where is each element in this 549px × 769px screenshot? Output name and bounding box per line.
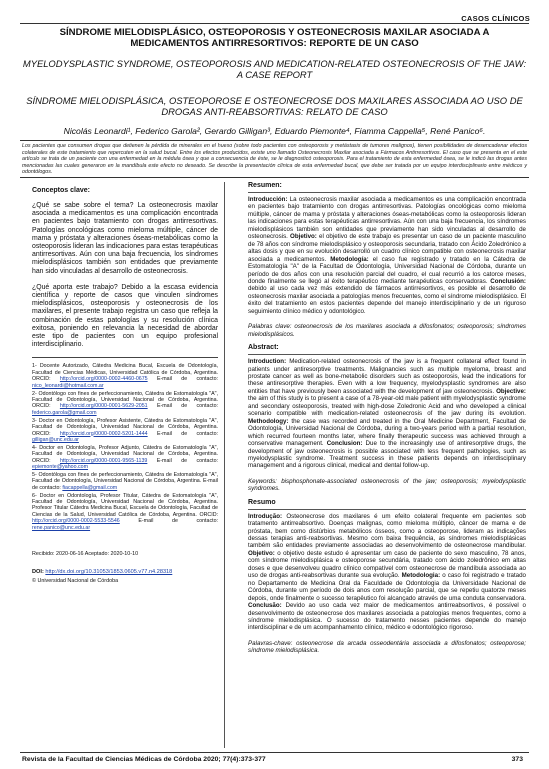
key-concept-known: ¿Qué se sabe sobre el tema? La osteonecrosis maxilar asociada a medicamentos es una complicación encontrada en pacientes bajo tratamiento con drogas antirresortivas. Patologías oncológicas como mieloma múltiple, cáncer de mama y próstata y alteraciones óseas-metabólicas como la osteoporosis lideran las indicaciones para estas terapéuticas antirresortivas. Aún con una baja frecuencia, los síndromes mielodisplásicos también son entidades que previamente han sido vinculadas al desarrollo de osteonecrosis. bbox=[32, 202, 218, 275]
orcid-link[interactable]: http://orcid.org/0000-0001-9565-1139 bbox=[59, 457, 148, 464]
copyright-notice: © Universidad Nacional de Córdoba bbox=[32, 578, 119, 585]
section-text: Due to the increasingly use of antiresorptive drugs, the development of jaw osteonecrosis is possible associated with less frequent pathologies, such as myelodysplastic syndrome. Treatment success in these patients depends on interdisciplinary management and a rigorous clinical, medical and dental follow-up. bbox=[248, 440, 526, 470]
footnote-affiliation: 4- Doctor en Odontología, Profesor Adjunto, Cátedra de Estomatología "A", Facultad de Odontología, Universidad Nacional de Córdoba, Argentina. ORCID: bbox=[32, 444, 218, 464]
section-text: Devido ao uso cada vez maior de medicamentos antirreabsortivos, é possível o desenvolvimento de osteonecrose dos maxilares associada a patologias menos frequentes, como a síndrome mielodisplásica. O sucesso do tratamento nesses pacientes depende do manejo interdisciplinar e de um acompanhamento clínico, médico e odontológico rigoroso. bbox=[248, 602, 526, 632]
abstract-rule bbox=[248, 354, 526, 355]
orcid-link[interactable]: http://orcid.org/0000-0002-5201-1444 bbox=[59, 430, 148, 437]
email-label: E-mail de contacto: bbox=[147, 457, 219, 464]
title-spanish: SÍNDROME MIELODISPLÁSICO, OSTEOPOROSIS Y OSTEONECROSIS MAXILAR ASOCIADA A MEDICAMENTOS ANTIRRESORTIVOS: REPORTE DE UN CASO bbox=[59, 27, 490, 49]
left-column bbox=[32, 182, 218, 584]
footnotes-rule bbox=[32, 357, 218, 358]
section-lead-label: Objective: bbox=[496, 387, 526, 395]
section-text: Osteonecrose dos maxilares é um efeito colateral frequente em pacientes sob tratamento antirreabsortivo. Doenças malignas, como mieloma múltiplo, câncer de mama e de próstata, bem como distúrbios metabólicos ósseos, como a osteoporose, lideram as indicações dessas terapias anti-reabsortivas. Mesmo com baixa frequência, as síndromes mielodisplásicas também são entidades previamente associadas ao desenvolvimento de osteonecrose mandibular. bbox=[248, 512, 526, 550]
key-concept-contribution: ¿Qué aporta este trabajo? Debido a la escasa evidencia científica y reporte de casos que vinculen síndromes mielodisplásicos, osteoporosis y osteonecrosis de los maxilares, el presente trabajo registra un caso que refleja la combinación de estas patologías y su resolución clínica exitosa, poniendo en relevancia la necesidad de abordar este tipo de pacientes con un equipo profesional interdisciplinario. bbox=[32, 283, 218, 349]
summary-rule bbox=[20, 177, 529, 178]
doi-link[interactable]: http://dx.doi.org/10.31053/1853.0605.v77.n4.28318 bbox=[45, 569, 173, 576]
doi-line bbox=[32, 569, 218, 575]
journal-citation: Revista de la Facultad de Ciencias Médicas de Córdoba 2020; 77(4):373-377 bbox=[22, 756, 266, 763]
resumo-heading: Resumo bbox=[248, 498, 276, 506]
section-text: o objetivo deste estudo é apresentar um caso de paciente do sexo masculino, 78 anos, com síndrome mielodisplásica e osteoporose secundária, tratado com ácido zoledrônico em altas doses e que desenvolveu quadro clínico compatível com osteonecrose de mandíbula associada ao uso de drogas anti-reabsortivas durante sua evolução. bbox=[248, 549, 526, 580]
section-lead-label: Objetivo: bbox=[290, 233, 317, 241]
received-accepted-dates: Recibido: 2020-06-16 Aceptado: 2020-10-10 bbox=[32, 551, 139, 558]
abstract-body bbox=[248, 358, 526, 470]
page-number: 373 bbox=[511, 756, 523, 763]
footnote-affiliation: 2- Odontólogo con fines de perfeccionamiento, Cátedra de Estomatología "A", Facultad de Odontología, Universidad Nacional de Córdoba, Argentina. ORCID: bbox=[32, 390, 218, 410]
orcid-link[interactable]: http://orcid.org/0000-0002-4460-0675 bbox=[59, 376, 148, 383]
section-lead-label: Conclusión: bbox=[490, 277, 526, 285]
section-lead-label: Introduction: bbox=[248, 358, 287, 366]
section-lead-label: Metodologia: bbox=[401, 572, 441, 580]
resumo-body bbox=[248, 513, 526, 632]
section-lead-label: Introdução: bbox=[248, 512, 283, 520]
section-lead-label: Metodología: bbox=[330, 255, 369, 263]
abstract-keywords: Keywords: bisphosphonate-associated osteonecrosis of the jaw; osteoporosis; myelodysplastic syndromes. bbox=[248, 477, 526, 493]
resumen-body bbox=[248, 196, 526, 315]
resumen-keywords: Palabras clave: osteonecrosis de los maxilares asociada a difosfonatos; osteoporosis; síndromes mielodisplásicos. bbox=[248, 323, 526, 338]
section-lead-label: Objetivo: bbox=[248, 549, 275, 557]
section-text: o caso foi registrado e tratado no Departamento de Medicina Oral da Faculdade de Odontologia da Universidade Nacional de Córdoba, durante um período de dois anos com resolução parcial, que se repetiu quatorze meses depois, onde finalmente o sucesso terapêutico foi alcançado através de uma conduta conservadora. bbox=[248, 572, 526, 602]
section-text: Medication-related osteonecrosis of the jaw is a frequent collateral effect found in patients under antiresorptive treatments. Malignancies such as multiple myeloma, breast and prostate cancer as well as bone-metabolic disorders such as osteoporosis, lead the indications for these antiresorptive therapies. Even with a low frequency, myelodysplastic syndromes are also entities that have previously been associated with the development of jaw osteonecrosis. bbox=[248, 358, 526, 395]
footnote-affiliation: 5- Odontóloga con fines de perfeccionamiento, Cátedra de Estomatología "A", Facultad de Odontología, Universidad Nacional de Córdoba, Argentina. E-mail de contacto: bbox=[32, 471, 218, 491]
header-rule bbox=[20, 23, 529, 24]
section-text: debido al uso cada vez más extendido de fármacos antirresortivos, es posible el desarrollo de osteonecrosis maxilar asociada a patologías menos frecuentes, como el síndrome mielodisplásico. El éxito del tratamiento en estos pacientes depende del manejo interdisciplinario y de un riguroso seguimiento clínico médico y odontológico. bbox=[248, 285, 526, 315]
section-lead-label: Conclusion: bbox=[326, 440, 363, 448]
author-footnotes bbox=[32, 363, 218, 531]
footnote-item bbox=[32, 363, 218, 389]
section-lead-label: Methodology: bbox=[248, 417, 289, 425]
email-label: E-mail de contacto: bbox=[119, 518, 218, 525]
email-label: E-mail de contacto: bbox=[147, 403, 219, 410]
footnote-affiliation: 3- Doctor en Odontología, Profesor Asistente, Cátedra de Estomatología "A", Facultad de Odontología, Universidad Nacional de Córdoba, Argentina. ORCID: bbox=[32, 417, 218, 437]
email-link[interactable]: rene.panico@unc.edu.ar bbox=[32, 524, 91, 531]
right-column bbox=[248, 182, 526, 661]
footnote-item bbox=[32, 391, 218, 417]
lay-summary: Los pacientes que consumen drogas que detienen la pérdida de minerales en el hueso (sobre todo pacientes con osteoporosis y metástasis de tumores malignos), tienen posibilidades de desencadenar efectos colaterales de este tratamiento que repercuten en la salud bucal. Entre los efectos producidos, existe uno llamado Osteonecrosis Maxilar asociada a Fármacos Antirresortivos. El caso que se presenta en el este artículo se trata de un paciente con una enfermedad en la médula ósea y que a consecuencia de éste, se le diagnosticó osteoporosis. Para el tratamiento de esta enfermedad ósea, se le indicó las drogas antes mencionadas las cuales generaron en la mandíbula este efecto no deseado. Se describe la presentación clínica de esta enfermedad bucal, que debe ser tratada por un equipo interdisciplinario entre médicos y odontólogos. bbox=[22, 143, 527, 176]
email-link[interactable]: federico.garola@gmail.com bbox=[32, 409, 97, 416]
email-link[interactable]: epiemonte@yahoo.com bbox=[32, 464, 89, 471]
section-text: La osteonecrosis maxilar asociada a medicamentos es una complicación encontrada en pacientes bajo tratamiento con drogas antirresortivas. Patologías oncológicas como mieloma múltiple, cáncer de mama y próstata y alteraciones óseas-metabólicas como la osteoporosis lideran las indicaciones para estas terapéuticas antirresortivas. Aún con una baja frecuencia, los síndromes mielodisplásicos también son entidades que previamente han sido vinculadas al desarrollo de osteonecrosis. bbox=[248, 196, 526, 241]
resumo-keywords: Palavras-chave: osteonecrose da arcada osseodentária associada a difosfonatos; osteoporose; síndrome mielodisplásica. bbox=[248, 639, 526, 655]
title-english: MYELODYSPLASTIC SYNDROME, OSTEOPOROSIS AND MEDICATION-RELATED OSTEONECROSIS OF THE JAW: A CASE REPORT bbox=[22, 58, 527, 80]
key-concepts-title: Conceptos clave: bbox=[32, 187, 90, 194]
footer-rule bbox=[20, 752, 529, 753]
email-label: E-mail de contacto: bbox=[147, 376, 219, 383]
resumo-rule bbox=[248, 509, 526, 510]
footnote-item bbox=[32, 493, 218, 531]
column-divider bbox=[224, 182, 225, 748]
section-text: el caso fue registrado y tratado en la Cátedra de Estomatología "A" de la Facultad de Odontología, Universidad Nacional de Córdoba, durante un período de dos años con una resolución parcial del cuadro, el cual recurrió a los catorce meses, donde finalmente se llegó al éxito terapéutico mediante terapéuticas conservadoras. bbox=[248, 255, 526, 285]
orcid-link[interactable]: http://orcid.org/0000-0001-5629-2051 bbox=[59, 403, 148, 410]
email-link[interactable]: fiacappella@gmail.com bbox=[62, 484, 118, 491]
footnote-affiliation: 6- Doctor en Odontología, Profesor Titular, Cátedra de Estomatología "A", Facultad de Odontología, Universidad Nacional de Córdoba, Argentina. Profesor Titular Cátedra Medicina Bucal, Escuela de Odontología, Facultad de Ciencias de la Salud, Universidad Católica de Córdoba, Argentina. ORCID: bbox=[32, 492, 218, 518]
section-text: el objetivo de este trabajo es presentar un caso de un paciente masculino de 78 años con síndrome mielodisplásico y osteoporosis secundaria, tratado con Ácido Zoledrónico a altas dosis y que en su evolución desarrolló un cuadro clínico compatible con osteonecrosis maxilar asociada a medicamentos. bbox=[248, 233, 526, 263]
footnote-item bbox=[32, 472, 218, 491]
orcid-link[interactable]: http://orcid.org/0000-0002-5533-5546 bbox=[32, 518, 120, 525]
footnote-affiliation: 1- Docente Autorizado, Cátedra Medicina Bucal, Escuela de Odontología, Facultad de Ciencias Médicas, Universidad Católica de Córdoba, Argentina. ORCID: bbox=[32, 363, 218, 383]
footnote-item bbox=[32, 445, 218, 471]
author-list: Nicolás Leonardi¹, Federico Garola², Gerardo Gilligan³, Eduardo Piemonte⁴, Fiamma Cappella⁵, René Panico⁶. bbox=[63, 126, 486, 136]
section-text: the case was recorded and treated in the Oral Medicine Department, Facultad de Odontología, Universidad Nacional de Córdoba, during a two-years period with a partial resolution, which recurred fourteen months later, where finally therapeutic success was achieved through a conservative management. bbox=[248, 417, 526, 448]
abstract-heading: Abstract: bbox=[248, 344, 279, 352]
doi-label: DOI: bbox=[32, 569, 46, 576]
email-link[interactable]: gilligan@unc.edu.ar bbox=[32, 436, 79, 443]
title-portuguese: SÍNDROME MIELODISPLÁSICA, OSTEOPOROSE E OSTEONECROSE DOS MAXILARES ASSOCIADA AO USO DE DROGAS ANTI-REABSORTIVAS: RELATO DE CASO bbox=[26, 95, 523, 117]
section-label: CASOS CLÍNICOS bbox=[461, 14, 530, 23]
email-link[interactable]: nico_leonardi@hotmail.com.ar bbox=[32, 382, 104, 389]
section-lead-label: Conclusão: bbox=[248, 602, 282, 610]
section-text: the aim of this study is to present a case of a 78-year-old male patient with myelodysplastic syndrome and secondary osteoporosis, treated with high-dose Zoledronic Acid and who developed a clinical scenario compatible with medication-related osteonecrosis of the jaw during its evolution. bbox=[248, 395, 526, 418]
footnote-item bbox=[32, 418, 218, 444]
authors-rule bbox=[20, 140, 529, 141]
email-label: E-mail de contacto: bbox=[147, 430, 219, 437]
resumen-rule bbox=[248, 192, 526, 193]
section-lead-label: Introducción: bbox=[248, 196, 288, 203]
resumen-heading: Resumen: bbox=[248, 182, 282, 189]
